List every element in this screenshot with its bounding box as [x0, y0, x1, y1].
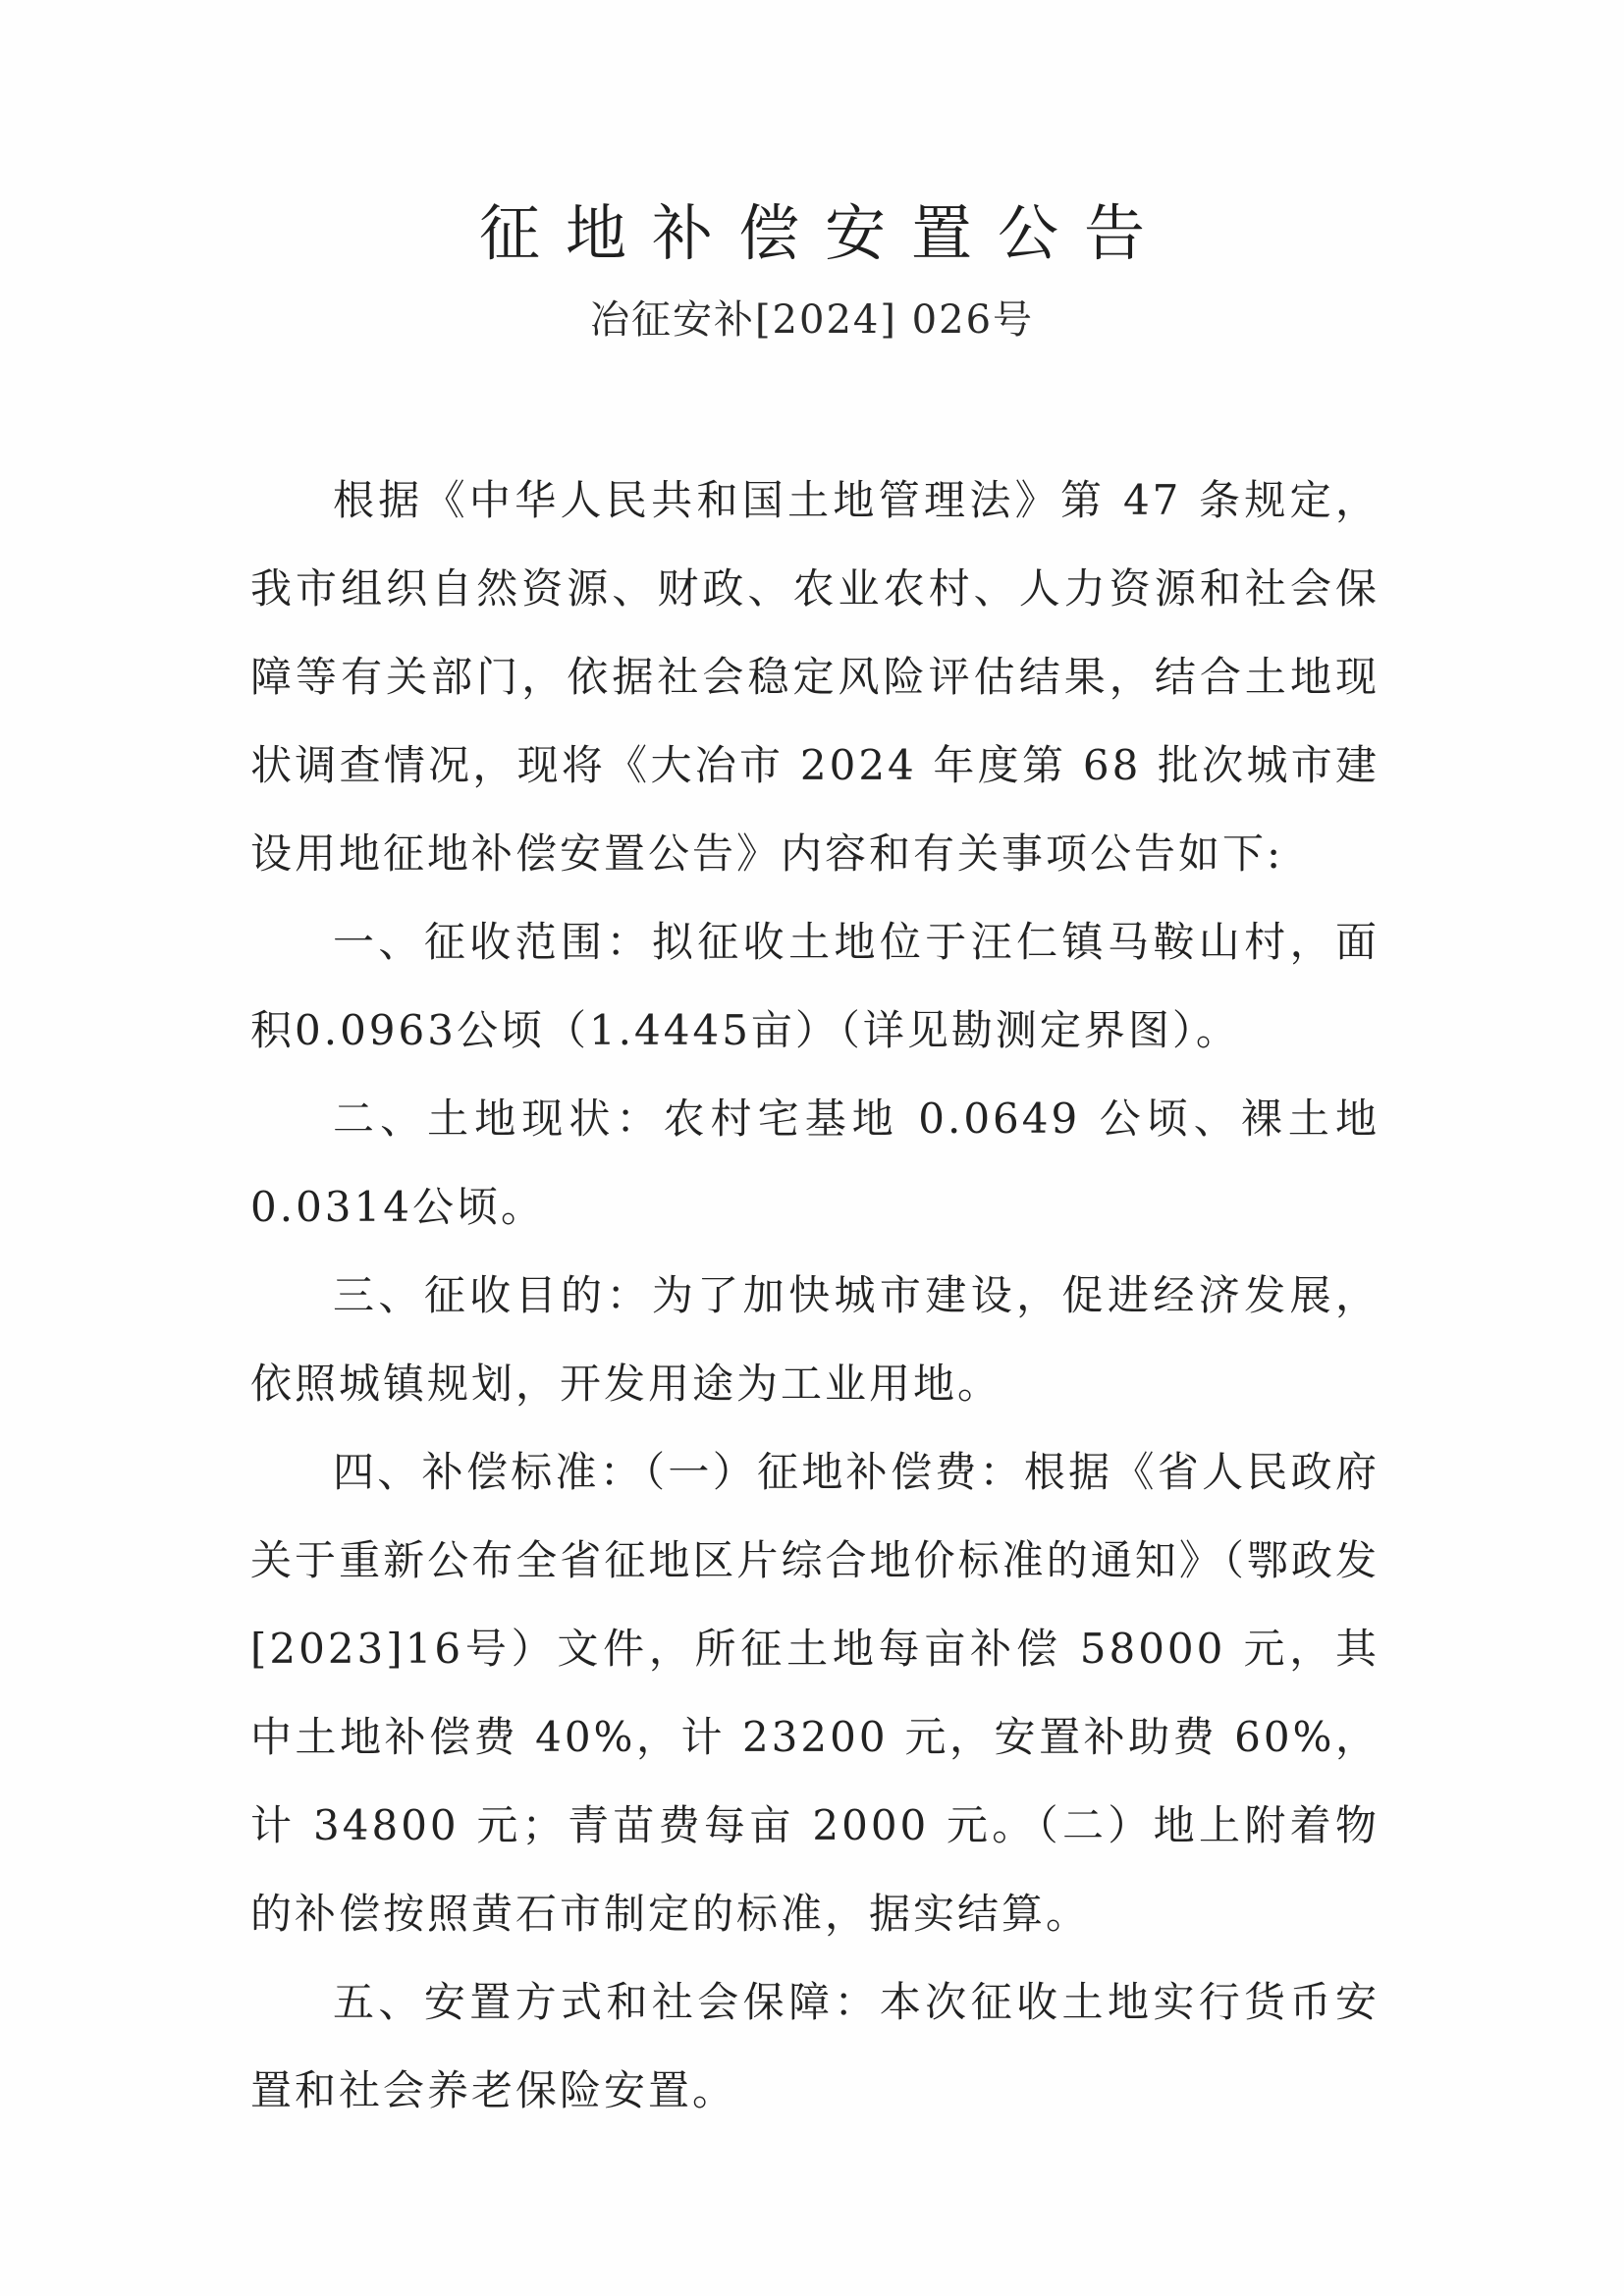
document-body	[250, 456, 1380, 2135]
document-number: 冶征安补[2024] 026号	[589, 297, 1035, 343]
page-title: 征地补偿安置公告	[478, 197, 1170, 269]
paragraph-intro: 根据《中华人民共和国土地管理法》第 47 条规定，我市组织自然资源、财政、农业农村、人力资源和社会保障等有关部门，依据社会稳定风险评估结果，结合土地现状调查情况，现将《大冶市 2024 年度第 68 批次城市建设用地征地补偿安置公告》内容和有关事项公告如下:	[250, 476, 1380, 878]
paragraph-land-status: 二、土地现状：农村宅基地 0.0649 公顷、裸土地 0.0314公顷。	[250, 1095, 1380, 1231]
paragraph-scope: 一、征收范围：拟征收土地位于汪仁镇马鞍山村，面积0.0963公顷（1.4445亩）（详见勘测定界图）。	[250, 918, 1380, 1054]
paragraph-purpose: 三、征收目的：为了加快城市建设，促进经济发展，依照城镇规划，开发用途为工业用地。	[250, 1271, 1380, 1408]
paragraph-compensation: 四、补偿标准：（一）征地补偿费：根据《省人民政府关于重新公布全省征地区片综合地价标准的通知》（鄂政发[2023]16号）文件，所征土地每亩补偿 58000 元，其中土地补偿费 40%，计 23200 元，安置补助费 60%，计 34800 元；青苗费每亩 2000 元。（二）地上附着物的补偿按照黄石市制定的标准，据实结算。	[250, 1448, 1380, 1938]
paragraph-resettlement: 五、安置方式和社会保障：本次征收土地实行货币安置和社会养老保险安置。	[250, 1978, 1380, 2114]
